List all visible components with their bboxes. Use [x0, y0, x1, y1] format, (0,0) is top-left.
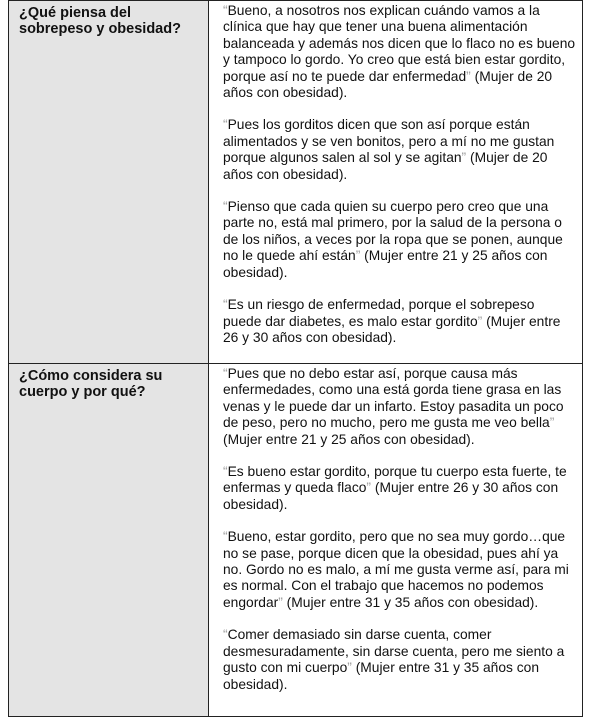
close-quote-mark: ”: [461, 150, 467, 166]
quote: [223, 464, 576, 513]
open-quote-mark: “: [223, 529, 228, 545]
quote: [223, 3, 576, 101]
answers-cell: [209, 364, 583, 717]
quote-text: Comer demasiado sin darse cuenta, comer desmesuradamente, sin darse cuenta, pero me siento a gusto con mi cuerpo: [223, 627, 565, 676]
close-quote-mark: ”: [366, 480, 372, 496]
close-quote-mark: ”: [355, 248, 361, 264]
quote-text: Bueno, estar gordito, pero que no sea muy gordo…que no se pase, porque dicen que la obesidad, pues ahí ya no. Gordo no es malo, a mí me gusta verme así, para mi es normal. Con el trabajo que hacemos no podemos engordar: [223, 529, 569, 610]
quote: [223, 199, 576, 281]
quote-text: Pues los gorditos dicen que son así porque están alimentados y se ven bonitos, pero a mí no me gustan porque algunos salen al sol y se agitan: [223, 117, 555, 166]
answers-cell: [209, 1, 583, 364]
quote-attribution: (Mujer entre 26 y 30 años con obesidad).: [223, 313, 561, 345]
open-quote-mark: “: [223, 199, 228, 215]
quote-text: Es bueno estar gordito, porque tu cuerpo esta fuerte, te enfermas y queda flaco: [223, 464, 567, 496]
open-quote-mark: “: [223, 3, 228, 18]
question-cell: [9, 1, 209, 364]
question-cell: [9, 364, 209, 717]
quote: [223, 529, 576, 611]
close-quote-mark: ”: [347, 660, 352, 676]
quote-attribution: (Mujer entre 31 y 35 años con obesidad).: [223, 660, 539, 692]
table-row: [9, 1, 583, 364]
quote: [223, 117, 576, 183]
quote-attribution: (Mujer entre 31 y 35 años con obesidad).: [282, 594, 539, 610]
quote-text: Pienso que cada quien su cuerpo pero creo que una parte no, está mal primero, por la salud de la persona o de los niños, a veces por la ropa que se ponen, aunque no le quede ahí están: [223, 199, 563, 264]
quote-text: Bueno, a nosotros nos explican cuándo vamos a la clínica que hay que tener una buena alimentación balanceada y además nos dicen que lo flaco no es bueno y tampoco lo gordo. Yo creo que está bien estar gordito, porque así no te puede dar enfermedad: [223, 3, 576, 84]
open-quote-mark: “: [223, 117, 228, 133]
open-quote-mark: “: [223, 366, 228, 381]
quote-attribution: (Mujer de 20 años con obesidad).: [223, 150, 548, 182]
quote: [223, 366, 576, 448]
interview-quotes-table: [8, 0, 583, 717]
open-quote-mark: “: [223, 464, 228, 480]
close-quote-mark: ”: [549, 415, 555, 431]
quote-text: Pues que no debo estar así, porque causa más enfermedades, como una está gorda tiene grasa en las venas y le puede dar un infarto. Estoy pasadita un poco de peso, pero no mucho, pero me gusta me veo bella: [223, 366, 564, 431]
close-quote-mark: ”: [278, 594, 283, 610]
quote-attribution: (Mujer entre 26 y 30 años con obesidad).: [223, 480, 559, 512]
table-row: [9, 364, 583, 717]
close-quote-mark: ”: [477, 313, 483, 329]
quote-attribution: (Mujer entre 21 y 25 años con obesidad).: [223, 248, 548, 280]
quote-attribution: (Mujer de 20 años con obesidad).: [223, 68, 553, 101]
quote: [223, 297, 576, 346]
quote-text: Es un riesgo de enfermedad, porque el sobrepeso puede dar diabetes, es malo estar gordito: [223, 297, 535, 329]
open-quote-mark: “: [223, 297, 228, 313]
quote: [223, 627, 576, 693]
quote-attribution: (Mujer entre 21 y 25 años con obesidad).: [223, 431, 475, 447]
question-text: ¿Cómo considera su cuerpo y por qué?: [19, 368, 163, 400]
question-text: ¿Qué piensa del sobrepeso y obesidad?: [19, 5, 181, 37]
close-quote-mark: ”: [466, 68, 471, 84]
open-quote-mark: “: [223, 627, 228, 643]
